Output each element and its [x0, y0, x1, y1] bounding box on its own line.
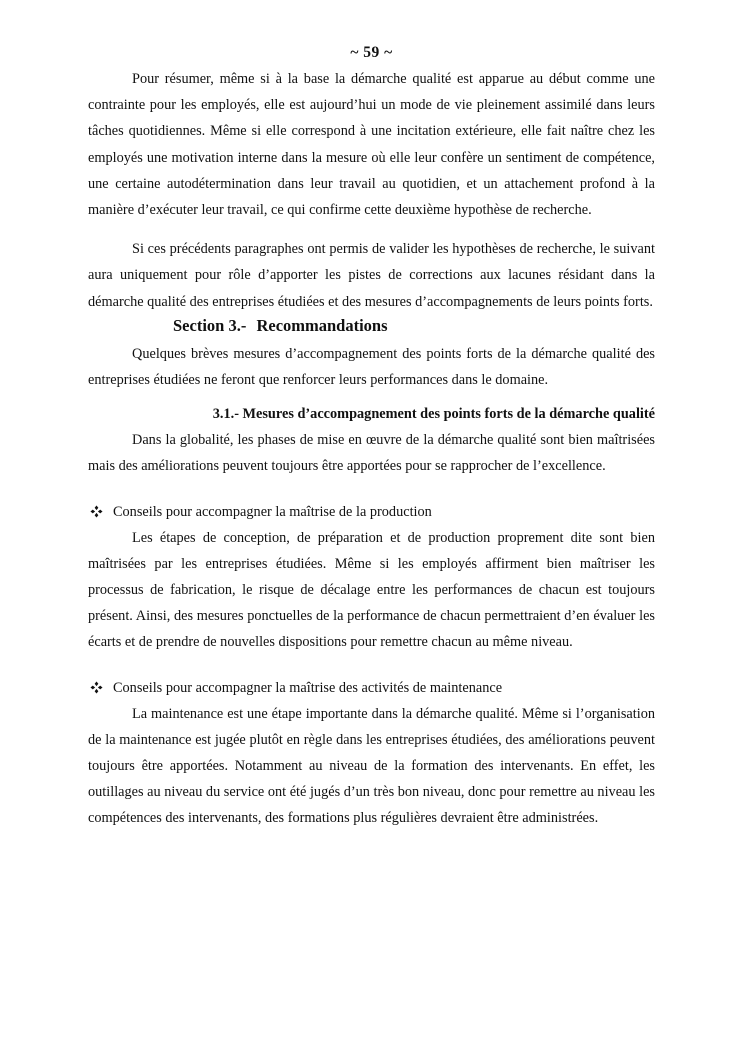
paragraph-transition: Si ces précédents paragraphes ont permis de valider les hypothèses de recherche, le suivant aura uniquement pour rôle d’apporter les pistes de corrections aux lacunes résidant dans la démarche qualité des entreprises étudiées et des mesures d’accompagnements de leurs points forts. — [88, 241, 655, 310]
section-number: Section 3.- — [173, 315, 247, 335]
paragraph-section-intro: Quelques brèves mesures d’accompagnement des points forts de la démarche qualité des entreprises étudiées ne feront que renforcer leurs performances dans le domaine. — [88, 345, 655, 389]
paragraph-gap — [88, 656, 655, 669]
section-title: Recommandations — [256, 315, 388, 335]
bullet-production — [88, 499, 655, 525]
bullet-maintenance — [88, 675, 655, 701]
bullet-label: Conseils pour accompagner la maîtrise de la production — [113, 503, 432, 520]
paragraph-gap — [88, 480, 655, 493]
section-heading — [173, 311, 655, 341]
subsection-heading: 3.1.- Mesures d’accompagnement des points forts de la démarche qualité — [212, 406, 655, 423]
four-diamond-bullet-icon — [90, 681, 103, 694]
paragraph-gap — [88, 223, 655, 236]
bullet-label: Conseils pour accompagner la maîtrise des activités de maintenance — [113, 679, 503, 696]
paragraph-summary: Pour résumer, même si à la base la démarche qualité est apparue au début comme une contrainte pour les employés, elle est aujourd’hui un mode de vie pleinement assimilé dans leurs tâches quotidiennes. Même si elle correspond à une incitation extérieure, elle fait naître chez les employés une motivation interne dans la mesure où elle leur confère un sentiment de compétence, une certaine autodétermination dans leur travail au quotidien, et un attachement profond à la manière d’exécuter leur travail, ce qui confirme cette deuxième hypothèse de recherche. — [88, 71, 655, 219]
paragraph-maintenance: La maintenance est une étape importante dans la démarche qualité. Même si l’organisation de la maintenance est jugée plutôt en règle dans les entreprises étudiées, des améliorations peuvent toujours être apportées. Notamment au niveau de la formation des intervenants. En effet, les outillages au niveau du service ont été jugés d’un très bon niveau, donc pour remettre au niveau les compétences des intervenants, des formations plus régulières devraient être administrées. — [88, 705, 655, 827]
four-diamond-bullet-icon — [90, 505, 103, 518]
document-page — [88, 40, 655, 832]
page-number: ~ 59 ~ — [350, 44, 393, 61]
paragraph-subsection-intro: Dans la globalité, les phases de mise en œuvre de la démarche qualité sont bien maîtrisées mais des améliorations peuvent toujours être apportées pour se rapprocher de l’excellence. — [88, 432, 655, 475]
paragraph-production: Les étapes de conception, de préparation et de production proprement dite sont bien maîtrisées par les entreprises étudiées. Même si les employés affirment bien maîtriser les processus de fabrication, le risque de décalage entre les performances de chacun est toujours présent. Ainsi, des mesures ponctuelles de la performance de chacun permettraient d’en évaluer les écarts et de prendre de nouvelles dispositions pour remettre chacun au même niveau. — [88, 529, 655, 651]
